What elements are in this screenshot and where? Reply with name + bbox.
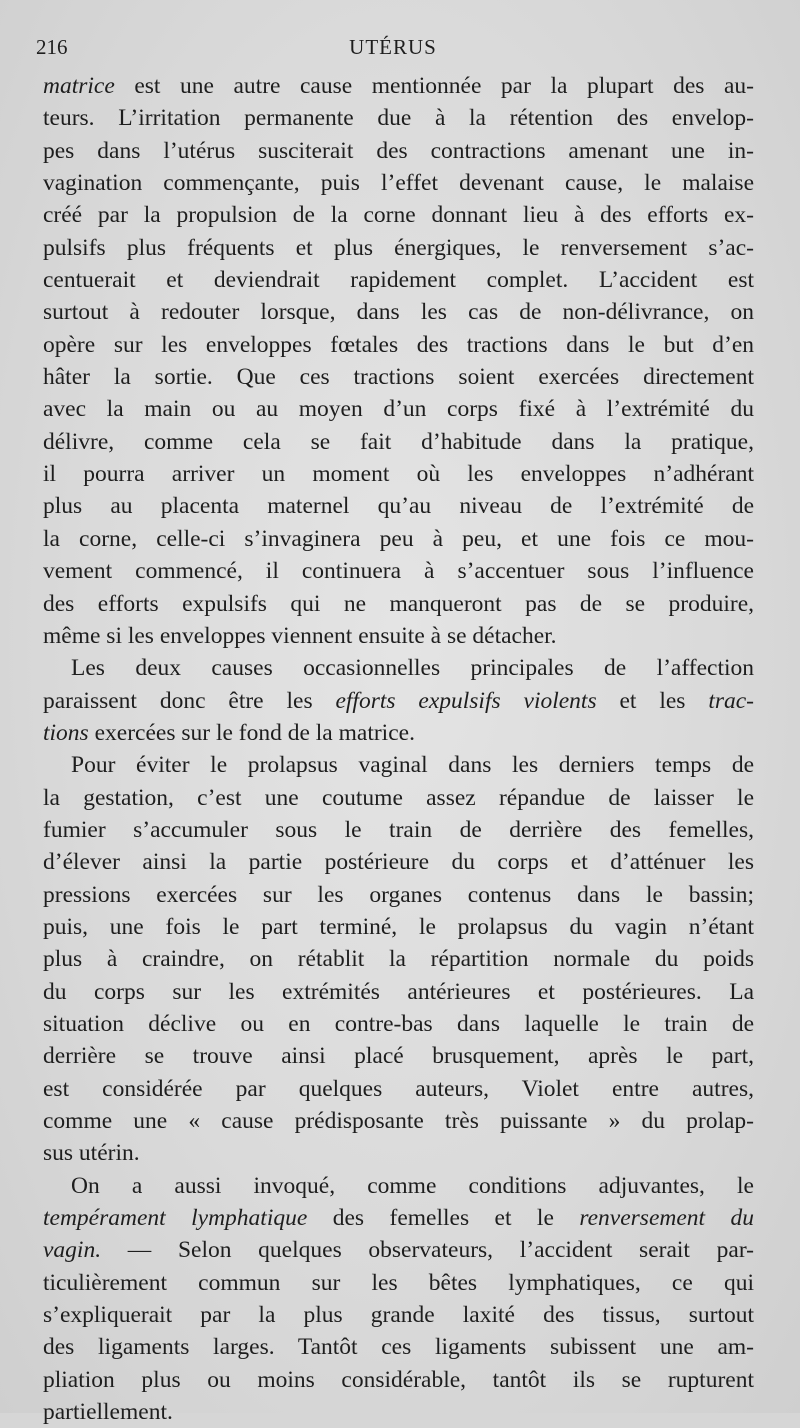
text-line (43, 167, 754, 199)
text-segment: s’expliquerait par la plus grande laxité des tissus, surtout (43, 1302, 754, 1329)
text-segment: sus utérin. (43, 1140, 140, 1167)
text-segment: surtout à redouter lorsque, dans les cas de non-délivrance, on (43, 299, 754, 326)
text-segment: du corps sur les extrémités antérieures et postérieures. La (43, 978, 754, 1005)
text-line (43, 1137, 754, 1169)
text-line (43, 1331, 754, 1363)
text-segment: teurs. L’irritation permanente due à la rétention des envelop- (43, 105, 754, 132)
text-segment: des femelles et le (307, 1205, 580, 1232)
text-segment: ticulièrement commun sur les bêtes lymphatiques, ce qui (43, 1269, 754, 1296)
text-segment: pressions exercées sur les organes contenus dans le bassin; (43, 881, 754, 908)
text-line (43, 1073, 754, 1105)
text-segment: il pourra arriver un moment où les enveloppes n’adhérant (43, 461, 754, 488)
text-line (43, 70, 754, 102)
text-line (43, 976, 754, 1008)
text-line (43, 1234, 754, 1266)
text-segment: pes dans l’utérus susciterait des contractions amenant une in- (43, 137, 754, 164)
text-line (43, 911, 754, 943)
text-segment: délivre, comme cela se fait d’habitude dans la pratique, (43, 428, 754, 455)
text-segment: centuerait et deviendrait rapidement complet. L’accident est (43, 267, 754, 294)
text-line (43, 232, 754, 264)
text-segment: d’élever ainsi la partie postérieure du corps et d’atténuer les (43, 849, 754, 876)
text-line (43, 620, 754, 652)
text-line (43, 490, 754, 522)
text-segment: hâter la sortie. Que ces tractions soient exercées directement (43, 364, 754, 391)
text-line (43, 523, 754, 555)
text-segment: situation déclive ou en contre-bas dans laquelle le train de (43, 1010, 754, 1037)
page-number: 216 (36, 35, 68, 59)
text-segment: la gestation, c’est une coutume assez répandue de laisser le (43, 784, 754, 811)
text-line (43, 361, 754, 393)
text-line (43, 1105, 754, 1137)
text-segment: puis, une fois le part terminé, le prolapsus du vagin n’étant (43, 913, 754, 940)
italic-text: efforts expulsifs violents (335, 687, 597, 714)
text-segment: plus à craindre, on rétablit la répartition normale du poids (43, 946, 754, 973)
text-segment: On a aussi invoqué, comme conditions adjuvantes, le (71, 1172, 754, 1199)
text-line (43, 296, 754, 328)
text-line (43, 814, 754, 846)
text-line (43, 393, 754, 425)
italic-text: trac- (708, 687, 754, 714)
text-segment: partiellement. (43, 1399, 173, 1426)
text-line (43, 1396, 754, 1428)
text-segment: comme une « cause prédisposante très puissante » du prolap- (43, 1108, 754, 1134)
text-line (43, 782, 754, 814)
text-segment: paraissent donc être les (43, 687, 336, 714)
text-line (43, 1364, 754, 1396)
text-line (43, 717, 754, 749)
text-segment: et les (596, 687, 709, 714)
text-segment: même si les enveloppes viennent ensuite à se détacher. (43, 622, 557, 649)
italic-text: matrice (43, 73, 115, 99)
italic-text: tions (43, 719, 89, 746)
text-segment: opère sur les enveloppes fœtales des tractions dans le but d’en (43, 331, 754, 358)
text-segment: exercées sur le fond de la matrice. (88, 719, 415, 746)
text-line (43, 1040, 754, 1072)
text-segment: derrière se trouve ainsi placé brusquement, après le part, (43, 1043, 754, 1070)
italic-text: tempérament lymphatique (43, 1205, 308, 1232)
text-segment: pulsifs plus fréquents et plus énergiques, le renversement s’ac- (43, 234, 754, 261)
text-segment: vagination commençante, puis l’effet devenant cause, le malaise (43, 170, 754, 197)
text-segment: avec la main ou au moyen d’un corps fixé à l’extrémité du (43, 396, 754, 423)
text-line (43, 555, 754, 587)
text-line (43, 943, 754, 975)
text-line (43, 879, 754, 911)
text-segment: des efforts expulsifs qui ne manqueront pas de se produire, (43, 590, 754, 617)
text-segment: créé par la propulsion de la corne donnant lieu à des efforts ex- (43, 202, 754, 229)
text-line (43, 135, 754, 167)
text-segment: est considérée par quelques auteurs, Violet entre autres, (43, 1075, 754, 1102)
text-line (43, 458, 754, 490)
text-line (43, 749, 754, 781)
italic-text: renversement du (579, 1205, 754, 1232)
text-line (43, 102, 754, 134)
text-segment: est une autre cause mentionnée par la plupart des au- (114, 73, 754, 99)
text-line (43, 685, 754, 717)
text-segment: — Selon quelques observateurs, l’accident serait par- (101, 1237, 754, 1264)
text-line (43, 1267, 754, 1299)
running-title: UTÉRUS (349, 35, 437, 59)
text-line (43, 1299, 754, 1331)
italic-text: vagin. (43, 1237, 102, 1264)
text-segment: Pour éviter le prolapsus vaginal dans les derniers temps de (71, 752, 754, 779)
text-line (43, 1170, 754, 1202)
text-segment: plus au placenta maternel qu’au niveau de l’extrémité de (43, 493, 754, 520)
text-segment: vement commencé, il continuera à s’accentuer sous l’influence (43, 558, 754, 585)
text-segment: pliation plus ou moins considérable, tantôt ils se rupturent (43, 1366, 754, 1393)
text-segment: fumier s’accumuler sous le train de derrière des femelles, (43, 816, 754, 843)
text-line (43, 846, 754, 878)
text-line (43, 426, 754, 458)
text-line (43, 264, 754, 296)
text-segment: la corne, celle-ci s’invaginera peu à peu, et une fois ce mou- (43, 525, 754, 552)
text-line (43, 1008, 754, 1040)
text-line (43, 652, 754, 684)
text-line (43, 199, 754, 231)
text-segment: des ligaments larges. Tantôt ces ligaments subissent une am- (43, 1334, 754, 1361)
text-segment: Les deux causes occasionnelles principales de l’affection (71, 655, 754, 682)
body-text (43, 70, 754, 1428)
text-line (43, 329, 754, 361)
text-line (43, 1202, 754, 1234)
text-line (43, 588, 754, 620)
running-head (36, 32, 750, 62)
